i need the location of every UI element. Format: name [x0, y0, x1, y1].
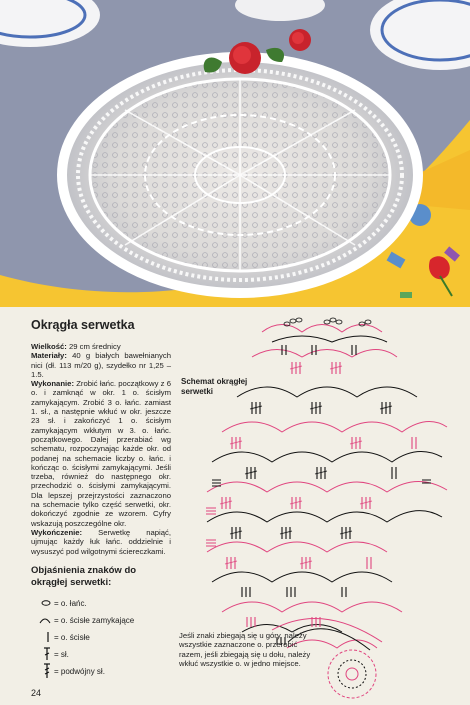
chart-stitches-pink [206, 362, 416, 627]
legend-label: = podwójny sł. [54, 666, 105, 676]
finishing-label: Wykończenie: [31, 527, 83, 537]
doily-photo [0, 0, 470, 307]
legend-label: = sł. [54, 649, 69, 659]
slip-stitch-icon [31, 616, 51, 624]
making-paragraph [31, 379, 171, 528]
chart-stitches-black [212, 345, 431, 645]
legend-item [31, 612, 171, 629]
size-paragraph [31, 342, 171, 351]
page-number: 24 [31, 688, 42, 698]
legend-title: Objaśnienia znaków do okrągłej serwetki: [31, 564, 137, 588]
single-crochet-icon [31, 631, 51, 643]
materials-paragraph [31, 351, 171, 379]
article-body [31, 342, 171, 556]
materials-text: 40 g białych bawełnianych nici (dł. 113 m/20 g), szydełko nr 1,25 – 1.5. [31, 351, 171, 379]
making-text: Zrobić łańc. początkowy z 6 o. i zamknąć w okr. 1 o. ścisłym zamykającym. Zrobić 3 o. łańc. zamiast 1. sł., a następnie wkłuć w okr. jeszcze 23 sł. i zakończyć 1 o. ścisłym zamykającym wkłutym w 3. o. łańc. początkowego. Dalej przerabiać wg schematu, rozpoczynając każde okr. od podanej na schemacie liczby o. łańc. i kończąc o. ścisłymi zamykającymi. Jeśli trzeba, również do następnego okr. przechodzić o. ścisłymi zamykającymi. Dla lepszej przejrzystości zaznaczono na schemacie tylko część serwetki, okr. dokończyć zgodnie ze wzorem. Cyfry wskazują poszczególne okr. [31, 379, 171, 528]
chart-title: Schemat okrągłej serwetki [181, 377, 248, 396]
legend-label: = o. łańc. [54, 598, 87, 608]
chain-icon [31, 600, 51, 606]
legend-item [31, 646, 171, 663]
legend [31, 595, 171, 680]
finishing-text: Serwetkę napiąć, ujmując każdy łuk łańc. oddzielnie i wysuszyć pod wilgotnymi ściereczkami. [31, 527, 171, 556]
chart-note: Jeśli znaki zbiegają się u góry, należy wszystkie zaznaczone o. przerobić razem, jeśli zbiegają się u dołu, należy wkłuć wszystkie o. w jedno miejsce. [179, 631, 311, 668]
materials-label: Materiały: [31, 351, 67, 361]
double-treble-icon [31, 663, 51, 679]
legend-item [31, 663, 171, 680]
double-crochet-icon [31, 647, 51, 661]
article-column [31, 318, 171, 680]
finishing-paragraph [31, 528, 171, 556]
legend-label: = o. ścisłe zamykające [54, 615, 135, 625]
article-title: Okrągła serwetka [31, 318, 135, 332]
legend-item [31, 595, 171, 612]
making-label: Wykonanie: [31, 379, 75, 389]
chart-arcs-pink [207, 325, 447, 649]
doily-photo-illustration [0, 0, 470, 307]
size-text: 29 cm średnicy [66, 342, 121, 351]
size-label: Wielkość: [31, 342, 67, 351]
legend-label: = o. ścisłe [54, 632, 90, 642]
legend-item [31, 629, 171, 646]
chart-crossbars-pink [220, 366, 372, 564]
